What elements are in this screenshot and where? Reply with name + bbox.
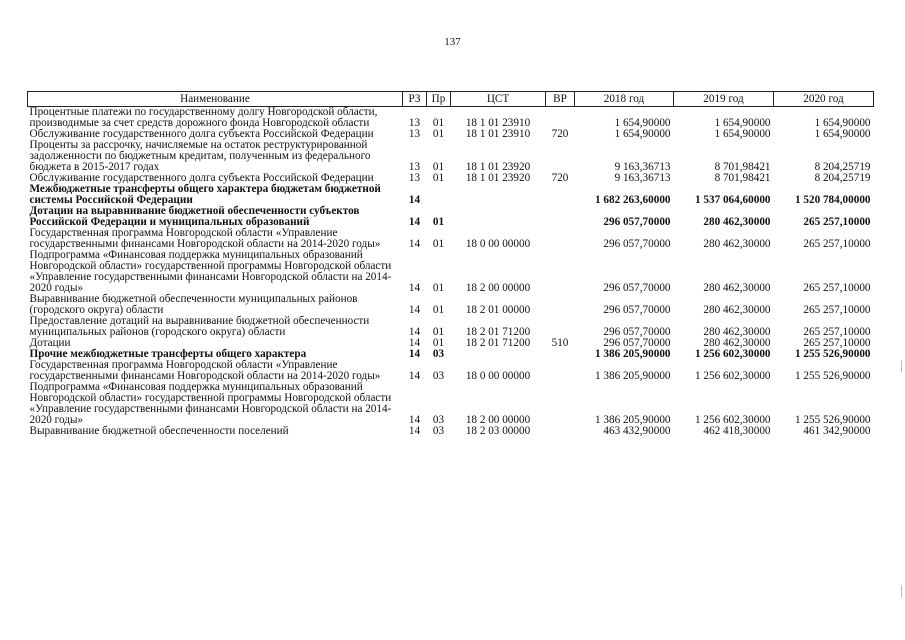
cell-vr: [546, 294, 575, 316]
cell-2018: 1 386 205,90000: [594, 370, 671, 382]
cell-2019: 280 462,30000: [703, 282, 771, 294]
cell-cst: 18 2 01 71200: [465, 337, 531, 349]
cell-cst: 18 1 01 23910: [465, 117, 531, 129]
cell-vr: [546, 206, 575, 228]
cell-pr: 01: [432, 128, 445, 140]
cell-2019: 8 701,98421: [714, 161, 771, 173]
cell-cst: 18 0 00 00000: [465, 370, 531, 382]
cell-vr: [546, 184, 575, 206]
cell-rz: 13: [408, 161, 421, 173]
cell-vr: 720: [551, 128, 569, 140]
table-row: [28, 426, 874, 437]
cell-2020: 1 520 784,00000: [794, 194, 871, 206]
cell-2020: 1 654,90000: [814, 117, 871, 129]
table-row: [28, 360, 874, 382]
table-row: [28, 294, 874, 316]
cell-name: Прочие межбюджетные трансферты общего характера: [29, 348, 307, 360]
cell-rz: 14: [408, 216, 421, 228]
cell-cst: 18 1 01 23910: [465, 128, 531, 140]
cell-pr: 03: [432, 425, 445, 437]
cell-rz: 14: [408, 194, 421, 206]
cell-2018: 296 057,70000: [603, 326, 671, 338]
cell-name: Дотации: [29, 337, 71, 349]
cell-2018: 1 682 263,60000: [594, 194, 671, 206]
cell-name: Государственная программа Новгородской области «Управление государственными финансами Новгородской области на 2014-2020 годы»: [29, 359, 381, 382]
cell-2019: 280 462,30000: [703, 326, 771, 338]
cell-vr: 720: [551, 172, 569, 184]
header-2018: 2018 год: [575, 92, 674, 107]
budget-table: [27, 91, 874, 437]
cell-pr: 03: [432, 370, 445, 382]
cell-rz: 14: [408, 370, 421, 382]
cell-2020: 1 255 526,90000: [794, 348, 871, 360]
cell-2020: 265 257,10000: [803, 216, 871, 228]
table-row: [28, 107, 874, 130]
cell-2020: 265 257,10000: [803, 326, 871, 338]
cell-pr: 01: [432, 216, 445, 228]
cell-2020: 265 257,10000: [803, 304, 871, 316]
table-row: [28, 316, 874, 338]
cell-vr: [546, 382, 575, 426]
scan-edge-mark: [901, 585, 902, 597]
cell-name: Выравнивание бюджетной обеспеченности поселений: [29, 425, 289, 437]
header-pr: Пр: [427, 92, 451, 107]
cell-rz: 13: [408, 172, 421, 184]
cell-2019: 1 256 602,30000: [694, 414, 771, 426]
cell-2019: 280 462,30000: [703, 238, 771, 250]
cell-rz: 14: [408, 238, 421, 250]
cell-vr: [546, 349, 575, 360]
cell-2018: 9 163,36713: [614, 172, 671, 184]
cell-cst: 18 1 01 23920: [465, 161, 531, 173]
cell-cst: 18 1 01 23920: [465, 172, 531, 184]
table-header-row: [28, 92, 874, 107]
cell-rz: 14: [408, 414, 421, 426]
cell-rz: 13: [408, 128, 421, 140]
header-name: Наименование: [28, 92, 403, 107]
header-2020: 2020 год: [774, 92, 874, 107]
cell-2018: 296 057,70000: [603, 238, 671, 250]
cell-2020: 461 342,90000: [803, 425, 871, 437]
header-vr: ВР: [546, 92, 575, 107]
cell-pr: 01: [432, 172, 445, 184]
cell-2019: 1 256 602,30000: [694, 370, 771, 382]
cell-2019: 280 462,30000: [703, 304, 771, 316]
cell-2018: 296 057,70000: [603, 282, 671, 294]
cell-2019: 1 654,90000: [714, 117, 771, 129]
cell-pr: 03: [432, 414, 445, 426]
cell-pr: 01: [432, 117, 445, 129]
table-row: [28, 184, 874, 206]
cell-2020: 265 257,10000: [803, 282, 871, 294]
cell-2019: 1 654,90000: [714, 128, 771, 140]
cell-2018: 1 386 205,90000: [594, 348, 671, 360]
cell-cst: 18 2 00 00000: [465, 414, 531, 426]
cell-2020: 1 255 526,90000: [794, 370, 871, 382]
cell-2018: 9 163,36713: [614, 161, 671, 173]
scan-edge-mark: [901, 360, 902, 372]
cell-2018: 463 432,90000: [603, 425, 671, 437]
cell-2020: 1 654,90000: [814, 128, 871, 140]
cell-vr: [546, 140, 575, 173]
cell-cst: 18 2 03 00000: [465, 425, 531, 437]
cell-cst: [451, 349, 546, 360]
cell-cst: [451, 206, 546, 228]
cell-2020: 8 204,25719: [814, 172, 871, 184]
page-number: 137: [444, 36, 461, 48]
cell-cst: 18 2 00 00000: [465, 282, 531, 294]
cell-2018: 296 057,70000: [603, 304, 671, 316]
cell-name: Государственная программа Новгородской области «Управление государственными финансами Новгородской области на 2014-2020 годы»: [29, 227, 381, 250]
cell-pr: 03: [432, 348, 445, 360]
cell-pr: [427, 184, 451, 206]
table-row: [28, 250, 874, 294]
cell-cst: [451, 184, 546, 206]
cell-pr: 01: [432, 282, 445, 294]
cell-vr: [546, 107, 575, 130]
cell-name: Проценты за рассрочку, начисляемые на остаток реструктурированной задолженности по бюджетным кредитам, полученным из федерального бюджета в 2015-2017 годах: [29, 139, 371, 173]
table-row: [28, 382, 874, 426]
cell-2020: 1 255 526,90000: [794, 414, 871, 426]
cell-rz: 13: [408, 117, 421, 129]
table-row: [28, 206, 874, 228]
cell-2019: 280 462,30000: [703, 216, 771, 228]
cell-2018: 1 386 205,90000: [594, 414, 671, 426]
cell-pr: 01: [432, 337, 445, 349]
header-2019: 2019 год: [674, 92, 774, 107]
cell-2020: 8 204,25719: [814, 161, 871, 173]
cell-name: Дотации на выравнивание бюджетной обеспеченности субъектов Российской Федерации и муниципальных образований: [29, 205, 360, 228]
header-cst: ЦСТ: [451, 92, 546, 107]
cell-name: Подпрограмма «Финансовая поддержка муниципальных образований Новгородской области» государственной программы Новгородской области «Управление государственными финансами Новгородской области на 2014-2020 годы»: [29, 249, 392, 294]
cell-cst: 18 2 01 00000: [465, 304, 531, 316]
cell-vr: 510: [551, 337, 569, 349]
cell-2020: 265 257,10000: [803, 337, 871, 349]
table-row: [28, 228, 874, 250]
cell-name: Обслуживание государственного долга субъекта Российской Федерации: [29, 128, 374, 140]
cell-rz: 14: [408, 337, 421, 349]
cell-rz: 14: [408, 304, 421, 316]
cell-pr: 01: [432, 161, 445, 173]
cell-2019: 280 462,30000: [703, 337, 771, 349]
cell-cst: 18 0 00 00000: [465, 238, 531, 250]
cell-name: Предоставление дотаций на выравнивание бюджетной обеспеченности муниципальных районов (городского округа) области: [29, 315, 370, 338]
cell-rz: 14: [408, 425, 421, 437]
cell-vr: [546, 360, 575, 382]
table-body: [28, 107, 874, 438]
cell-rz: 14: [408, 326, 421, 338]
cell-2019: 1 537 064,60000: [694, 194, 771, 206]
cell-2018: 296 057,70000: [603, 216, 671, 228]
cell-vr: [546, 316, 575, 338]
cell-rz: 14: [408, 348, 421, 360]
cell-vr: [546, 426, 575, 437]
cell-2020: 265 257,10000: [803, 238, 871, 250]
header-rz: РЗ: [403, 92, 427, 107]
cell-name: Подпрограмма «Финансовая поддержка муниципальных образований Новгородской области» государственной программы Новгородской области «Управление государственными финансами Новгородской области на 2014-2020 годы»: [29, 381, 392, 426]
cell-2018: 1 654,90000: [614, 128, 671, 140]
cell-cst: 18 2 01 71200: [465, 326, 531, 338]
cell-2018: 296 057,70000: [603, 337, 671, 349]
cell-name: Межбюджетные трансферты общего характера бюджетам бюджетной системы Российской Федерации: [29, 183, 381, 206]
table-row: [28, 140, 874, 173]
cell-vr: [546, 228, 575, 250]
cell-2018: 1 654,90000: [614, 117, 671, 129]
cell-name: Процентные платежи по государственному долгу Новгородской области, производимые за счет средств дорожного фонда Новгородской области: [29, 106, 378, 129]
cell-2019: 462 418,30000: [703, 425, 771, 437]
cell-pr: 01: [432, 238, 445, 250]
cell-pr: 01: [432, 326, 445, 338]
cell-2019: 8 701,98421: [714, 172, 771, 184]
cell-name: Выравнивание бюджетной обеспеченности муниципальных районов (городского округа) области: [29, 293, 358, 316]
cell-rz: 14: [408, 282, 421, 294]
cell-2019: 1 256 602,30000: [694, 348, 771, 360]
cell-vr: [546, 250, 575, 294]
cell-pr: 01: [432, 304, 445, 316]
cell-name: Обслуживание государственного долга субъекта Российской Федерации: [29, 172, 374, 184]
